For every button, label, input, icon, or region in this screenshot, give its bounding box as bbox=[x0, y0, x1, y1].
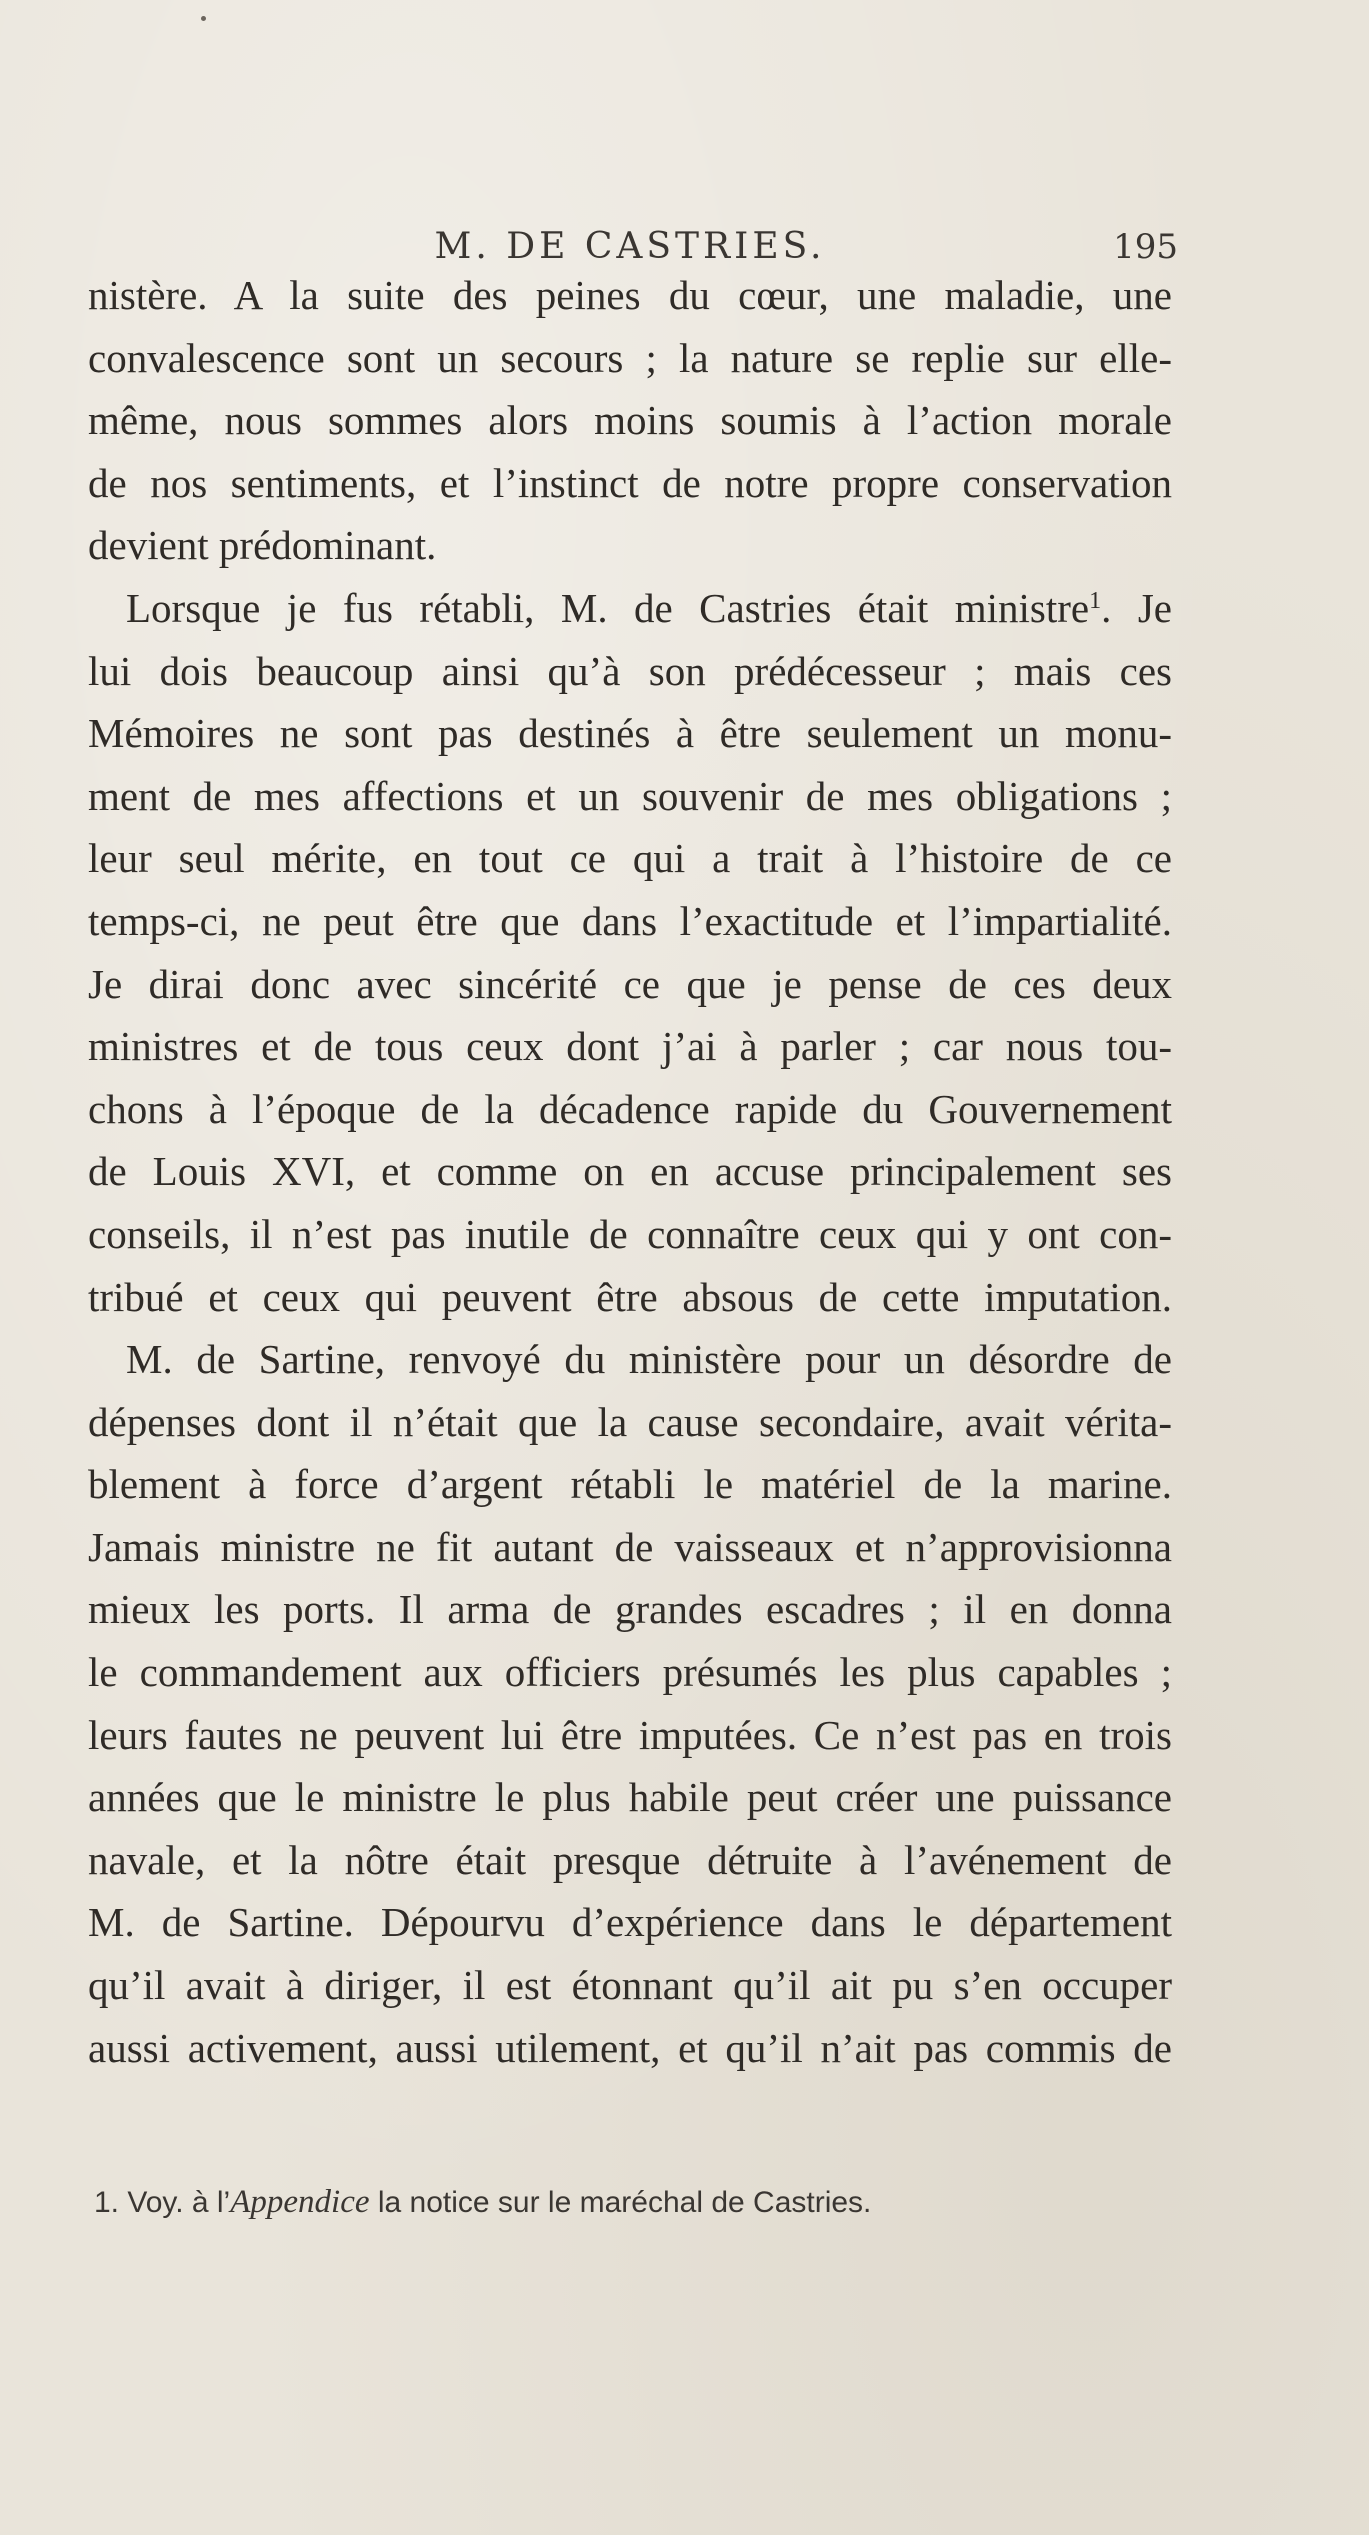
text-line: chons à l’époque de la décadence rapide du Gouvernement bbox=[88, 1085, 1172, 1132]
body-text bbox=[88, 264, 1172, 2079]
text-line: lui dois beaucoup ainsi qu’à son prédécesseur ; mais ces bbox=[88, 647, 1172, 694]
footnote-text-end: la notice sur le maréchal de Castries. bbox=[369, 2186, 872, 2219]
footnote-number: 1. bbox=[94, 2186, 120, 2219]
text-line-start: Lorsque je fus rétabli, M. de Castries était ministre bbox=[126, 584, 1090, 631]
text-line: même, nous sommes alors moins soumis à l’action morale bbox=[88, 397, 1172, 444]
page-number: 195 bbox=[1113, 227, 1178, 267]
text-line: Je dirai donc avec sincérité ce que je pense de ces deux bbox=[88, 960, 1172, 1007]
text-line: leurs fautes ne peuvent lui être imputées. Ce n’est pas en trois bbox=[88, 1711, 1172, 1758]
text-line: M. de Sartine, renvoyé du ministère pour un désordre de bbox=[126, 1336, 1172, 1383]
text-line: qu’il avait à diriger, il est étonnant qu’il ait pu s’en occuper bbox=[88, 1962, 1172, 2009]
text-line: ministres et de tous ceux dont j’ai à parler ; car nous tou- bbox=[88, 1023, 1172, 1070]
text-line: blement à force d’argent rétabli le matériel de la marine. bbox=[88, 1461, 1172, 1508]
text-line: nistère. A la suite des peines du cœur, une maladie, une bbox=[88, 272, 1172, 318]
footnote bbox=[94, 2178, 1174, 2227]
text-line: tribué et ceux qui peuvent être absous de cette imputation. bbox=[88, 1273, 1172, 1320]
footnote-text-start: Voy. à l’ bbox=[127, 2186, 231, 2219]
footnote-italic-title: Appendice bbox=[230, 2184, 370, 2220]
text-line: le commandement aux officiers présumés les plus capables ; bbox=[88, 1649, 1172, 1696]
text-line: convalescence sont un secours ; la nature se replie sur elle- bbox=[88, 334, 1172, 381]
running-title: M. DE CASTRIES. bbox=[434, 226, 826, 267]
text-line: de nos sentiments, et l’instinct de notre propre conservation bbox=[88, 459, 1172, 506]
text-line: temps-ci, ne peut être que dans l’exactitude et l’impartialité. bbox=[88, 897, 1172, 944]
text-line: de Louis XVI, et comme on en accuse principalement ses bbox=[88, 1148, 1172, 1195]
text-line: dépenses dont il n’était que la cause secondaire, avait vérita- bbox=[88, 1398, 1172, 1445]
text-line: devient prédominant. bbox=[88, 522, 437, 569]
ink-speck bbox=[201, 16, 206, 21]
text-line: aussi activement, aussi utilement, et qu’il n’ait pas commis de bbox=[88, 2024, 1172, 2071]
text-line: ment de mes affections et un souvenir de mes obligations ; bbox=[88, 772, 1172, 819]
text-line: Mémoires ne sont pas destinés à être seulement un monu- bbox=[88, 710, 1172, 757]
text-line: leur seul mérite, en tout ce qui a trait à l’histoire de ce bbox=[88, 835, 1172, 882]
text-line: années que le ministre le plus habile peut créer une puissance bbox=[88, 1774, 1172, 1821]
text-line-with-footnote bbox=[88, 577, 1172, 640]
text-line: conseils, il n’est pas inutile de connaître ceux qui y ont con- bbox=[88, 1210, 1172, 1257]
text-line: navale, et la nôtre était presque détruite à l’avénement de bbox=[88, 1836, 1172, 1883]
text-line: mieux les ports. Il arma de grandes escadres ; il en donna bbox=[88, 1586, 1172, 1633]
text-line: M. de Sartine. Dépourvu d’expérience dans le département bbox=[88, 1899, 1172, 1946]
footnote-reference: 1 bbox=[1089, 587, 1102, 614]
text-line: Jamais ministre ne fit autant de vaisseaux et n’approvisionna bbox=[88, 1523, 1172, 1570]
text-line-end: . Je bbox=[1101, 584, 1173, 631]
